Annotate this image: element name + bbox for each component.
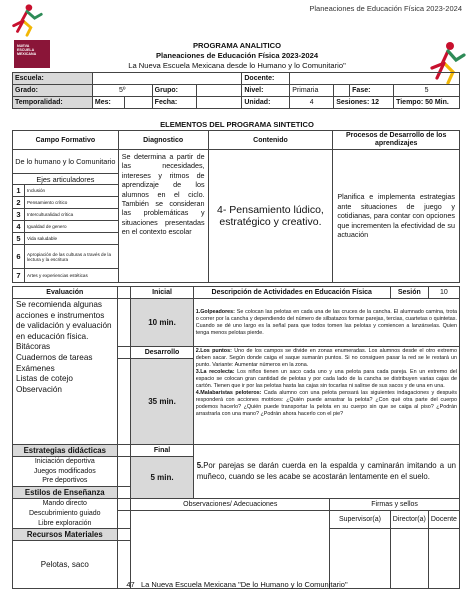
estilos-head: Estilos de Enseñanza bbox=[13, 487, 118, 499]
unidad-value: 4 bbox=[290, 97, 334, 109]
evaluacion-item: Listas de cotejo bbox=[16, 374, 73, 384]
logo-line: ESCUELA bbox=[17, 48, 35, 53]
info-table bbox=[12, 72, 460, 109]
temporalidad-label: Temporalidad: bbox=[13, 97, 93, 109]
estrategias-list bbox=[13, 457, 118, 487]
procesos-head: Procesos de Desarrollo de los aprendizajes bbox=[333, 131, 460, 150]
fecha-label: Fecha: bbox=[152, 97, 196, 109]
plans-title: Planeaciones de Educación Física 2023-2024 bbox=[155, 51, 319, 60]
inicial-activity bbox=[193, 299, 459, 347]
diagnostico-text: Se determina a partir de las necesidades, intereses y ritmos de aprendizaje de los alumnos en el ciclo. También se consideran las problemáticas y situaciones presentadas en el contexto escolar bbox=[118, 150, 208, 283]
contenido-text: 4- Pensamiento lúdico, estratégico y creativo. bbox=[208, 150, 333, 283]
estilos-list bbox=[13, 499, 118, 529]
school-title: La Nueva Escuela Mexicana desde lo Humano y lo Comunitario" bbox=[128, 61, 346, 70]
unidad-label: Unidad: bbox=[242, 97, 290, 109]
final-activity bbox=[193, 445, 459, 499]
activity-text: Por parejas se darán cuerda en la espalda y caminarán imitando a un muñeco, cuando se les acabe se acostarán lentamente en el suelo. bbox=[196, 461, 456, 481]
nivel-label: Nivel: bbox=[242, 85, 290, 97]
estrategia-item: Pre deportivos bbox=[42, 477, 88, 485]
activity-text: Los niños tienen un saco cada uno y una pelota para cada pareja. En un extremo del espacio se colocan gran cantidad de pelotas y por cada lado de la cancha se distribuyen varias cajas de cartón. Tienen que ir por las pelotas hasta las cajas sin tocarlas ni salirse de sus sacos y de una en una. bbox=[195, 369, 457, 389]
docente-label: Docente: bbox=[242, 73, 290, 85]
grupo-label: Grupo: bbox=[152, 85, 196, 97]
firma-label: Director(a) bbox=[390, 511, 428, 529]
logo-line: MEXICANA bbox=[17, 52, 37, 57]
activity-title: 3.La recolecta: bbox=[195, 369, 235, 375]
firma-label: Supervisor(a) bbox=[330, 511, 391, 529]
mes-label: Mes: bbox=[92, 97, 124, 109]
eje-number: 1 bbox=[13, 185, 25, 197]
observaciones-cell bbox=[131, 511, 330, 589]
actividades-table bbox=[12, 286, 460, 589]
tiempo-value: Tiempo: 50 Min. bbox=[394, 97, 460, 109]
activity-title: 4.Malabaristas peloteros: bbox=[195, 390, 262, 396]
activity-title: 5. bbox=[196, 461, 204, 470]
footer-text: La Nueva Escuela Mexicana "De lo Humano y lo Comunitario" bbox=[140, 580, 348, 589]
campo-head: Campo Formativo bbox=[13, 131, 119, 150]
docente-value bbox=[290, 73, 460, 85]
runner-logo-icon bbox=[8, 2, 46, 38]
page-number: 47 bbox=[126, 580, 135, 589]
eje-label: Artes y experiencias estéticas bbox=[24, 269, 118, 283]
procesos-text: Planifica e implementa estrategias ante situaciones de juego y cotidianas, para contar con opciones que incrementen la efectividad de su actuación bbox=[333, 150, 460, 283]
logo-line: NUEVA bbox=[17, 44, 30, 48]
eje-label: Inclusión bbox=[24, 185, 118, 197]
descripcion-head: Descripción de Actividades en Educación Física bbox=[193, 287, 390, 299]
desarrollo-time: 35 min. bbox=[131, 359, 193, 445]
eje-number: 5 bbox=[13, 233, 25, 245]
nivel-value: Primaria bbox=[290, 85, 334, 97]
grado-value: 5º bbox=[92, 85, 152, 97]
contenido-head: Contenido bbox=[208, 131, 333, 150]
grupo-value bbox=[196, 85, 242, 97]
sesion-value: 10 bbox=[428, 287, 459, 299]
footer bbox=[0, 580, 474, 589]
eje-label: Interculturalidad crítica bbox=[24, 209, 118, 221]
estilo-item: Mando directo bbox=[42, 500, 87, 507]
estilo-item: Libre exploración bbox=[38, 519, 92, 527]
eje-number: 6 bbox=[13, 245, 25, 269]
eje-label: Igualdad de genero bbox=[24, 221, 118, 233]
final-label: Final bbox=[131, 445, 193, 457]
escuela-value bbox=[92, 73, 242, 85]
ejes-head: Ejes articuladores bbox=[13, 174, 119, 185]
grado-label: Grado: bbox=[13, 85, 93, 97]
fase-value: 5 bbox=[394, 85, 460, 97]
campo-value: De lo humano y lo Comunitario bbox=[13, 150, 119, 174]
desarrollo-activity bbox=[193, 347, 459, 445]
escuela-label: Escuela: bbox=[13, 73, 93, 85]
sintetico-title: ELEMENTOS DEL PROGRAMA SINTETICO bbox=[160, 120, 314, 129]
fase-label: Fase: bbox=[350, 85, 394, 97]
evaluacion-item: Cuadernos de tareas bbox=[16, 352, 93, 362]
activity-title: 1.Golpeadores: bbox=[195, 308, 235, 315]
evaluacion-item: Observación bbox=[16, 384, 62, 394]
diagnostico-head: Diagnostico bbox=[118, 131, 208, 150]
firmas-head: Firmas y sellos bbox=[330, 499, 460, 511]
evaluacion-head: Evaluación bbox=[13, 287, 118, 299]
eje-label: Pensamiento crítico bbox=[24, 197, 118, 209]
estrategia-item: Juegos modificados bbox=[33, 467, 96, 475]
program-title: PROGRAMA ANALITICO bbox=[192, 41, 282, 50]
sesiones-value: Sesiones: 12 bbox=[334, 97, 394, 109]
activity-text: Cada alumno con una pelota pensará las siguientes indagaciones y después responderá con acciones motrices: ¿Quién puede arrastrar la pelota? ¿Con qué otra parte del cuerpo podemos hacerlo? ¿Quién puede transportar la pelota en su cuerpo sin que se caiga al piso? ¿Podrán arrastrarla con una mano? ¿Podrán ahora hacerlo con el pie? bbox=[195, 390, 457, 417]
activity-title: 2.Los puntos: bbox=[195, 348, 232, 354]
activity-text: Se colocan las pelotas en cada una de las cruces de la cancha. El alumnado camina, trota o correr por la cancha y dependiendo del número de silbatazos formar parejas, tercias, cuartetas o quintetas. Cuando se dé uno largo es la señal para que todos tomen las pelotas y comiencen a lanzárselas. Quien tenga menos pelotas pierde. bbox=[195, 308, 457, 336]
sesion-label: Sesión bbox=[390, 287, 428, 299]
estrategias-head: Estrategias didácticas bbox=[13, 445, 118, 457]
evaluacion-item: Bitácoras bbox=[16, 342, 51, 352]
estrategia-item: Iniciación deportiva bbox=[34, 458, 95, 466]
sintetico-table bbox=[12, 130, 460, 283]
eje-label: Apropiación de las culturas a través de la lectura y la escritura bbox=[24, 245, 118, 269]
eje-number: 7 bbox=[13, 269, 25, 283]
eje-label: Vida saludable bbox=[24, 233, 118, 245]
eje-number: 3 bbox=[13, 209, 25, 221]
evaluacion-text: Se recomienda algunas acciones e instrumentos de validación y evaluación en educación física. bbox=[16, 300, 112, 341]
recursos-value: Pelotas, saco bbox=[13, 541, 118, 589]
evaluacion-item: Exámenes bbox=[16, 363, 55, 373]
activity-text: Uno de los campos se divide en zonas enumeradas. Los alumnos desde el otro extremo deben sacar. Según donde caiga el saque sumarán puntos. Si no consiguen pasar la red se le restará un punto. Variante: Aumentar números en la zona. bbox=[195, 348, 457, 368]
observaciones-head: Observaciones/ Adecuaciones bbox=[131, 499, 330, 511]
eje-number: 4 bbox=[13, 221, 25, 233]
firma-label: Docente bbox=[428, 511, 459, 529]
desarrollo-label: Desarrollo bbox=[131, 347, 193, 359]
inicial-label: Inicial bbox=[131, 287, 193, 299]
eje-number: 2 bbox=[13, 197, 25, 209]
final-time: 5 min. bbox=[131, 457, 193, 499]
evaluacion-cell bbox=[13, 299, 118, 445]
inicial-time: 10 min. bbox=[131, 299, 193, 347]
header-title: Planeaciones de Educación Física 2023-2024 bbox=[309, 4, 462, 13]
estilo-item: Descubrimiento guiado bbox=[28, 509, 101, 517]
recursos-head: Recursos Materiales bbox=[13, 529, 118, 541]
